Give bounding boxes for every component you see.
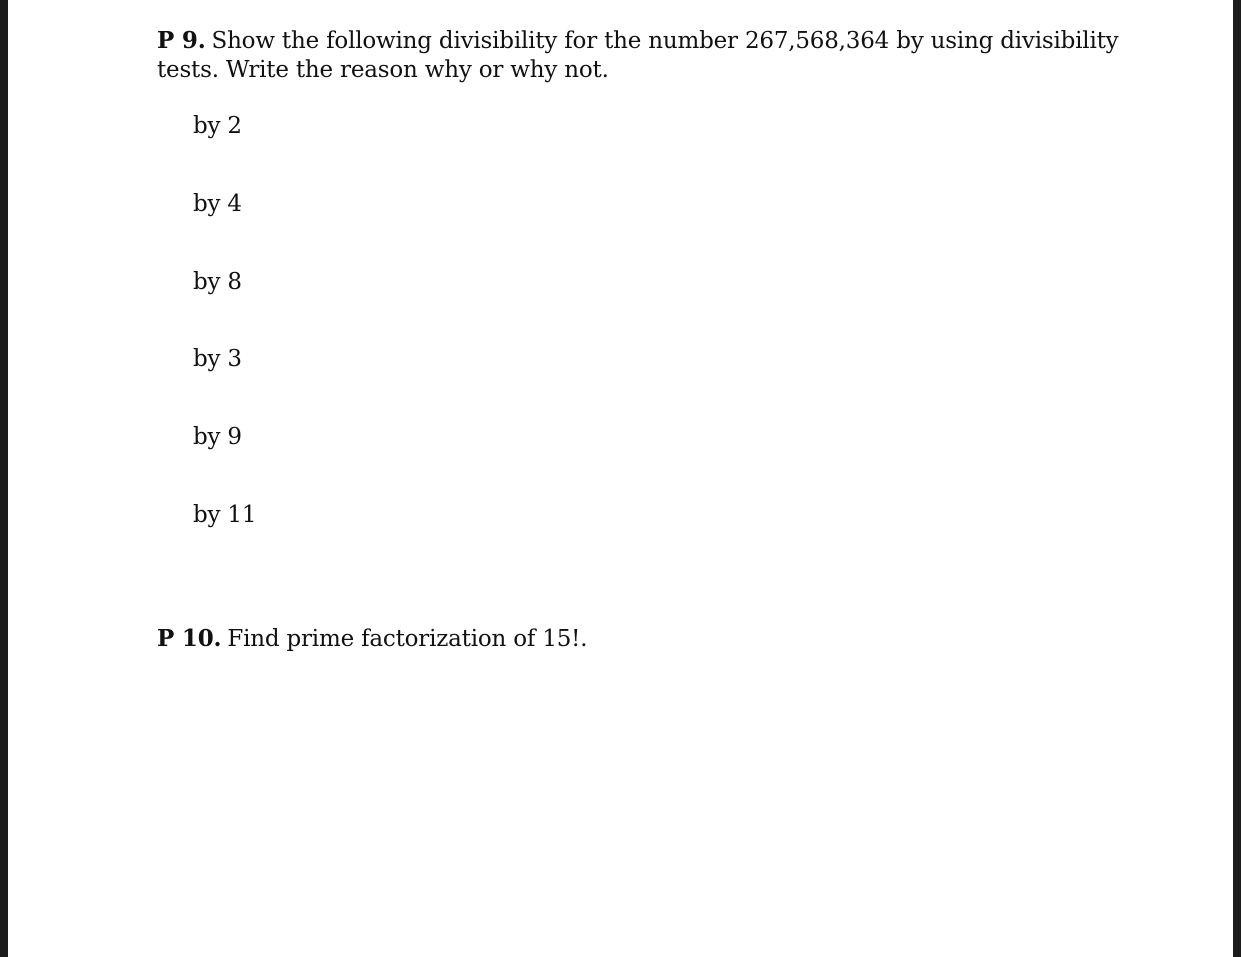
divisibility-item-3: by 3 <box>193 346 242 372</box>
document-page <box>8 0 1233 957</box>
divisibility-item-8: by 8 <box>193 269 242 295</box>
problem-10 <box>157 624 1147 654</box>
divisibility-item-11: by 11 <box>193 502 257 528</box>
problem-10-label: P 10. <box>157 625 222 652</box>
divisibility-item-2: by 2 <box>193 113 242 139</box>
problem-9-text: Show the following divisibility for the number 267,568,364 by using divisibility tests. Write the reason why or why not. <box>157 28 1119 83</box>
problem-9 <box>157 26 1147 85</box>
divisibility-item-4: by 4 <box>193 191 242 217</box>
divisibility-item-9: by 9 <box>193 424 242 450</box>
problem-10-text: Find prime factorization of 15!. <box>227 626 588 652</box>
problem-9-label: P 9. <box>157 27 206 54</box>
